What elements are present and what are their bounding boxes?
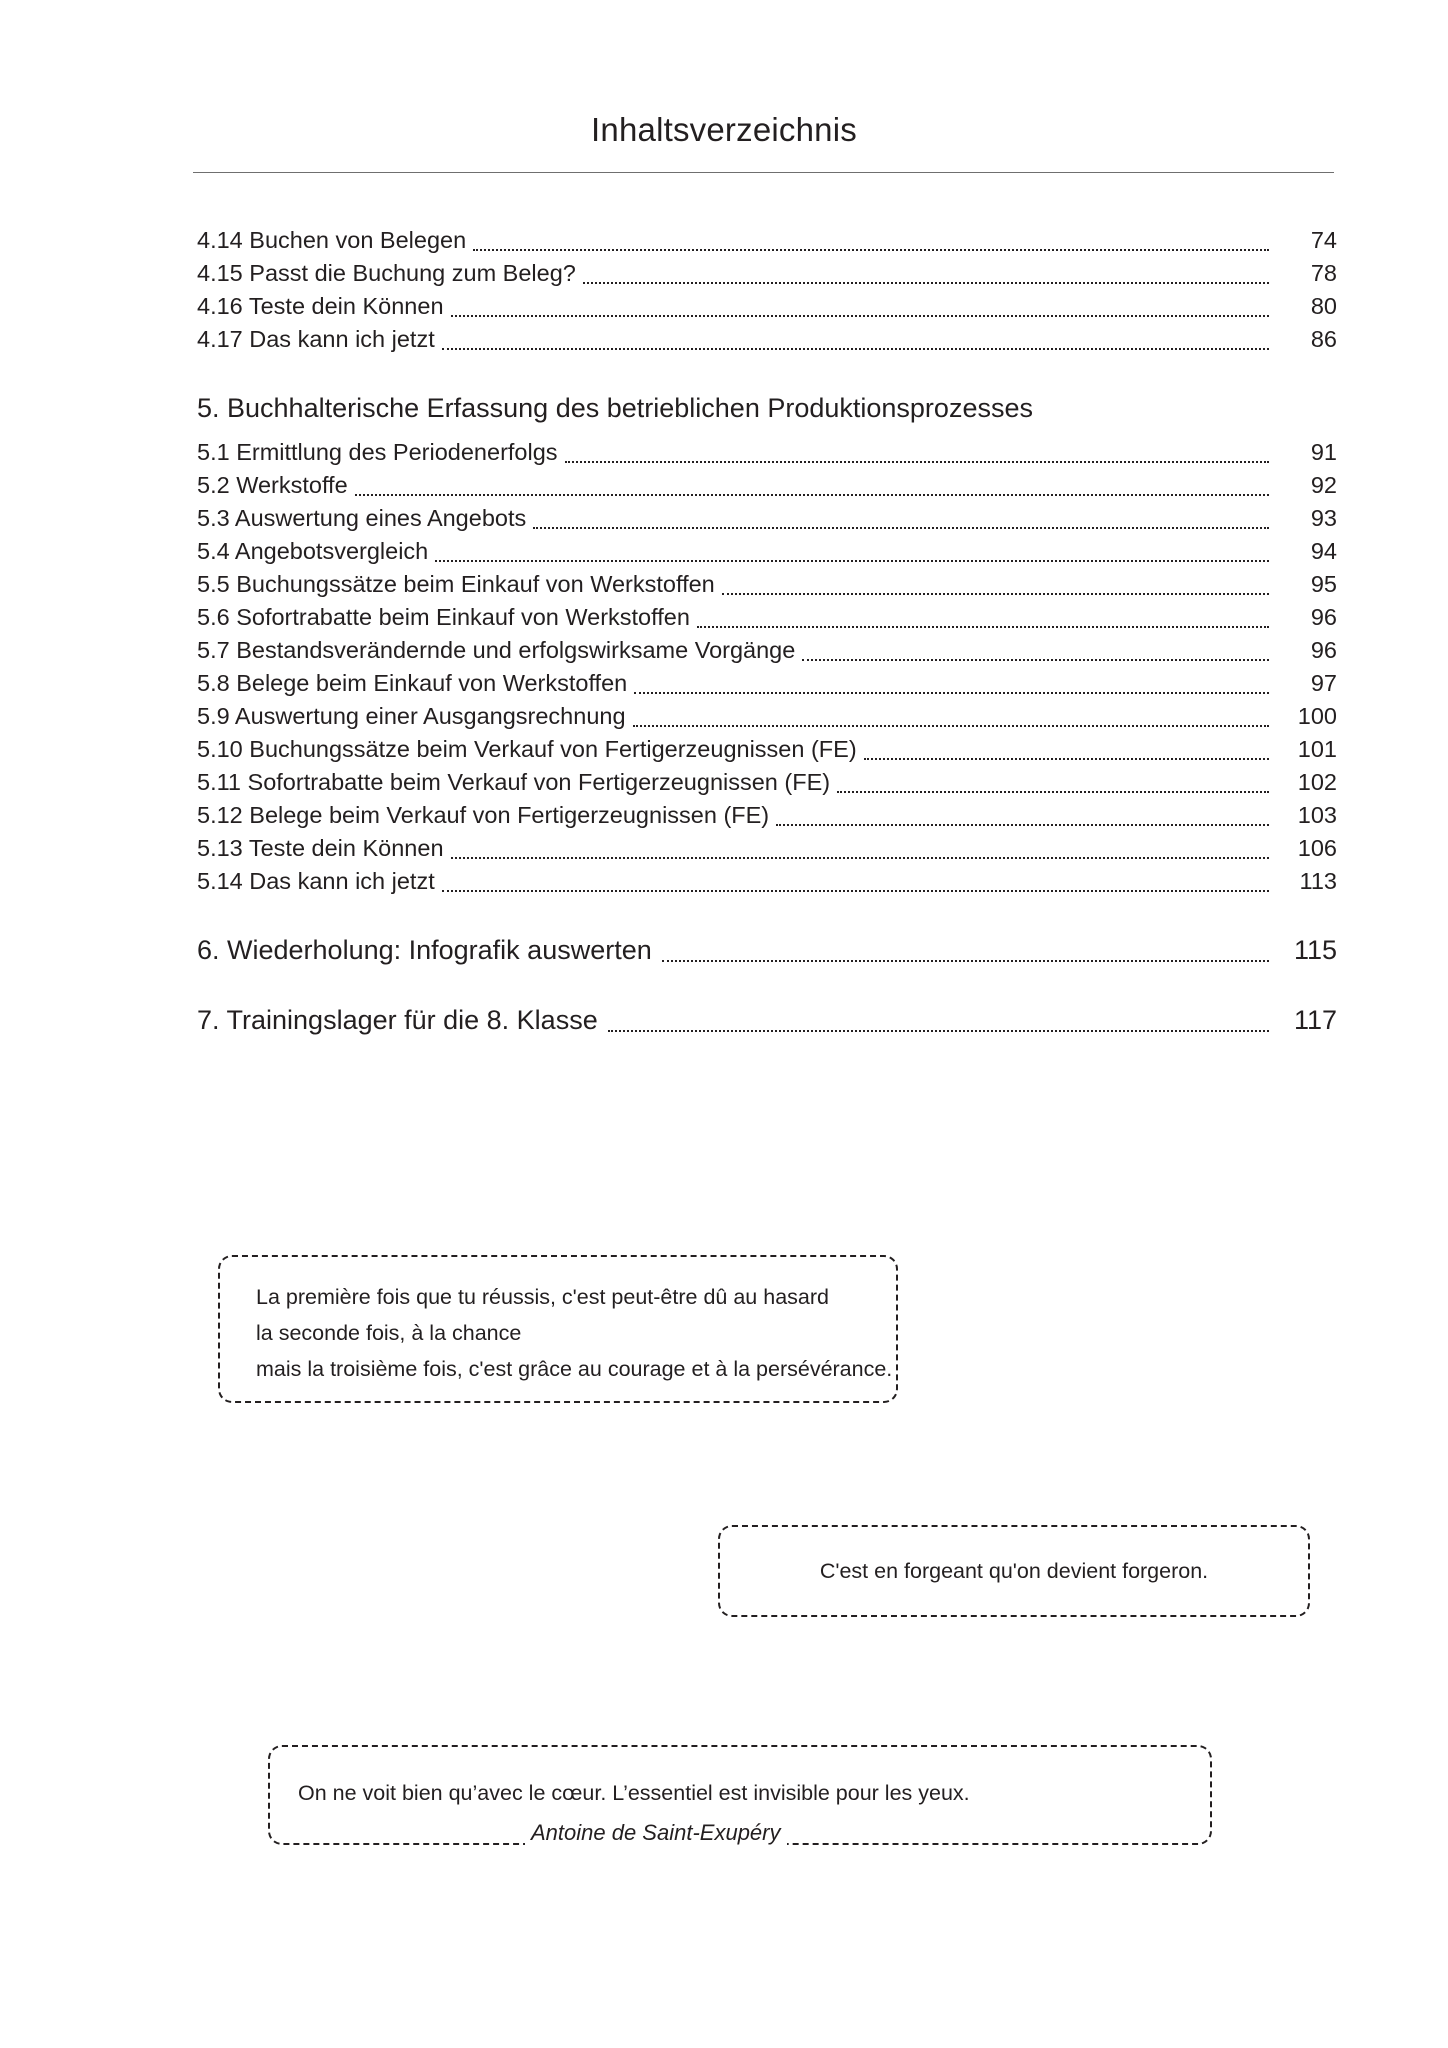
- toc-entry-label: 5.2 Werkstoffe: [197, 472, 348, 498]
- toc-entry-label: 7. Trainingslager für die 8. Klasse: [197, 1005, 598, 1035]
- toc-page-number: 106: [1297, 835, 1337, 861]
- toc-entry-label: 5.12 Belege beim Verkauf von Fertigerzeugnissen (FE): [197, 802, 770, 828]
- toc-entry-label: 4.16 Teste dein Können: [197, 293, 444, 319]
- quote-line: On ne voit bien qu’avec le cœur. L’essentiel est invisible pour les yeux.: [298, 1781, 970, 1805]
- toc-entry-row[interactable]: [197, 601, 1337, 634]
- toc-entry-label: 5.14 Das kann ich jetzt: [197, 868, 435, 894]
- toc-entry-label: 5.9 Auswertung einer Ausgangsrechnung: [197, 703, 626, 729]
- toc-entry-label: 4.14 Buchen von Belegen: [197, 227, 467, 253]
- toc-page-number: 91: [1310, 439, 1337, 465]
- toc-entry-row[interactable]: [197, 224, 1337, 257]
- toc-chapter-row[interactable]: [197, 1002, 1337, 1038]
- toc-entry-label: 5.5 Buchungssätze beim Einkauf von Werkstoffen: [197, 571, 715, 597]
- toc-entry-row[interactable]: [197, 865, 1337, 898]
- toc-dot-leader: [533, 512, 1269, 535]
- toc-entry-row[interactable]: [197, 832, 1337, 865]
- toc-dot-leader: [837, 776, 1269, 799]
- toc-entry-row[interactable]: [197, 535, 1337, 568]
- toc-chapter-row[interactable]: [197, 932, 1337, 968]
- toc-dot-leader: [451, 842, 1269, 865]
- toc-dot-leader: [355, 479, 1269, 502]
- toc-entry-label: 4.17 Das kann ich jetzt: [197, 326, 435, 352]
- toc-page-number: 96: [1310, 604, 1337, 630]
- toc-entry-row[interactable]: [197, 634, 1337, 667]
- toc-dot-leader: [633, 710, 1269, 733]
- toc-entry-row[interactable]: [197, 700, 1337, 733]
- toc-dot-leader: [802, 644, 1269, 667]
- toc-dot-leader: [442, 333, 1269, 356]
- toc-entry-row[interactable]: [197, 766, 1337, 799]
- toc-entry-label: 5.11 Sofortrabatte beim Verkauf von Fertigerzeugnissen (FE): [197, 769, 831, 795]
- toc-page-number: 80: [1310, 293, 1337, 319]
- toc-page-number: 97: [1310, 670, 1337, 696]
- toc-dot-leader: [442, 875, 1269, 898]
- toc-entry-row[interactable]: [197, 469, 1337, 502]
- toc-entry-row[interactable]: [197, 667, 1337, 700]
- toc-page-number: 102: [1297, 769, 1337, 795]
- toc-page-number: 94: [1310, 538, 1337, 564]
- toc-entry-row[interactable]: [197, 502, 1337, 535]
- toc-entry-label: 5.13 Teste dein Können: [197, 835, 444, 861]
- toc-dot-leader: [435, 545, 1269, 568]
- page-title: Inhaltsverzeichnis: [591, 111, 857, 148]
- toc-page-number: 96: [1310, 637, 1337, 663]
- toc-spacer: [197, 968, 1337, 1002]
- toc-dot-leader: [864, 743, 1269, 766]
- toc-page-number: 74: [1310, 227, 1337, 253]
- quote-box-forgeron: [718, 1525, 1310, 1617]
- toc-dot-leader: [662, 945, 1269, 968]
- toc-page-number: 100: [1297, 703, 1337, 729]
- toc-page-number: 95: [1310, 571, 1337, 597]
- quote-line: La première fois que tu réussis, c'est peut-être dû au hasard: [256, 1285, 829, 1309]
- toc-page-number: 117: [1293, 1005, 1337, 1035]
- toc-dot-leader: [608, 1015, 1269, 1038]
- toc-entry-row[interactable]: [197, 323, 1337, 356]
- toc-entry-row[interactable]: [197, 733, 1337, 766]
- toc-page-number: 86: [1310, 326, 1337, 352]
- toc-entry-label: 6. Wiederholung: Infografik auswerten: [197, 935, 652, 965]
- toc-entry-label: 5.10 Buchungssätze beim Verkauf von Fertigerzeugnissen (FE): [197, 736, 857, 762]
- toc-spacer: [197, 356, 1337, 390]
- toc-page-number: 101: [1297, 736, 1337, 762]
- quote-line: C'est en forgeant qu'on devient forgeron.: [819, 1559, 1209, 1583]
- toc-entry-row[interactable]: [197, 568, 1337, 601]
- quote-box-perseverance: [218, 1255, 898, 1403]
- quote-line: mais la troisième fois, c'est grâce au courage et à la persévérance.: [256, 1357, 893, 1381]
- toc-page-number: 92: [1310, 472, 1337, 498]
- toc-entry-row[interactable]: [197, 436, 1337, 469]
- toc-dot-leader: [451, 300, 1269, 323]
- toc-entry-label: 4.15 Passt die Buchung zum Beleg?: [197, 260, 576, 286]
- toc-entry-row[interactable]: [197, 799, 1337, 832]
- toc-spacer: [197, 426, 1337, 436]
- toc-page-number: 115: [1293, 935, 1337, 965]
- toc-dot-leader: [722, 578, 1269, 601]
- toc-entry-label: 5.3 Auswertung eines Angebots: [197, 505, 527, 531]
- toc-page-number: 93: [1310, 505, 1337, 531]
- toc-dot-leader: [583, 267, 1269, 290]
- quote-line: la seconde fois, à la chance: [256, 1321, 522, 1345]
- table-of-contents: [197, 224, 1337, 1038]
- toc-page-number: 103: [1297, 802, 1337, 828]
- toc-entry-label: 5.6 Sofortrabatte beim Einkauf von Werkstoffen: [197, 604, 690, 630]
- toc-page-number: 113: [1299, 868, 1337, 894]
- toc-dot-leader: [473, 234, 1269, 257]
- toc-entry-row[interactable]: [197, 257, 1337, 290]
- toc-entry-row[interactable]: [197, 290, 1337, 323]
- toc-entry-label: 5.7 Bestandsverändernde und erfolgswirksame Vorgänge: [197, 637, 796, 663]
- quote-attribution: Antoine de Saint-Exupéry: [525, 1819, 787, 1847]
- title-divider: [193, 172, 1334, 173]
- toc-page-number: 78: [1310, 260, 1337, 286]
- toc-dot-leader: [565, 446, 1269, 469]
- toc-entry-label: 5.4 Angebotsvergleich: [197, 538, 429, 564]
- toc-dot-leader: [776, 809, 1269, 832]
- toc-entry-label: 5.1 Ermittlung des Periodenerfolgs: [197, 439, 558, 465]
- toc-dot-leader: [634, 677, 1269, 700]
- toc-entry-label: 5.8 Belege beim Einkauf von Werkstoffen: [197, 670, 628, 696]
- toc-dot-leader: [697, 611, 1269, 634]
- toc-chapter-heading[interactable]: 5. Buchhalterische Erfassung des betrieblichen Produktionsprozesses: [197, 393, 1033, 423]
- toc-spacer: [197, 898, 1337, 932]
